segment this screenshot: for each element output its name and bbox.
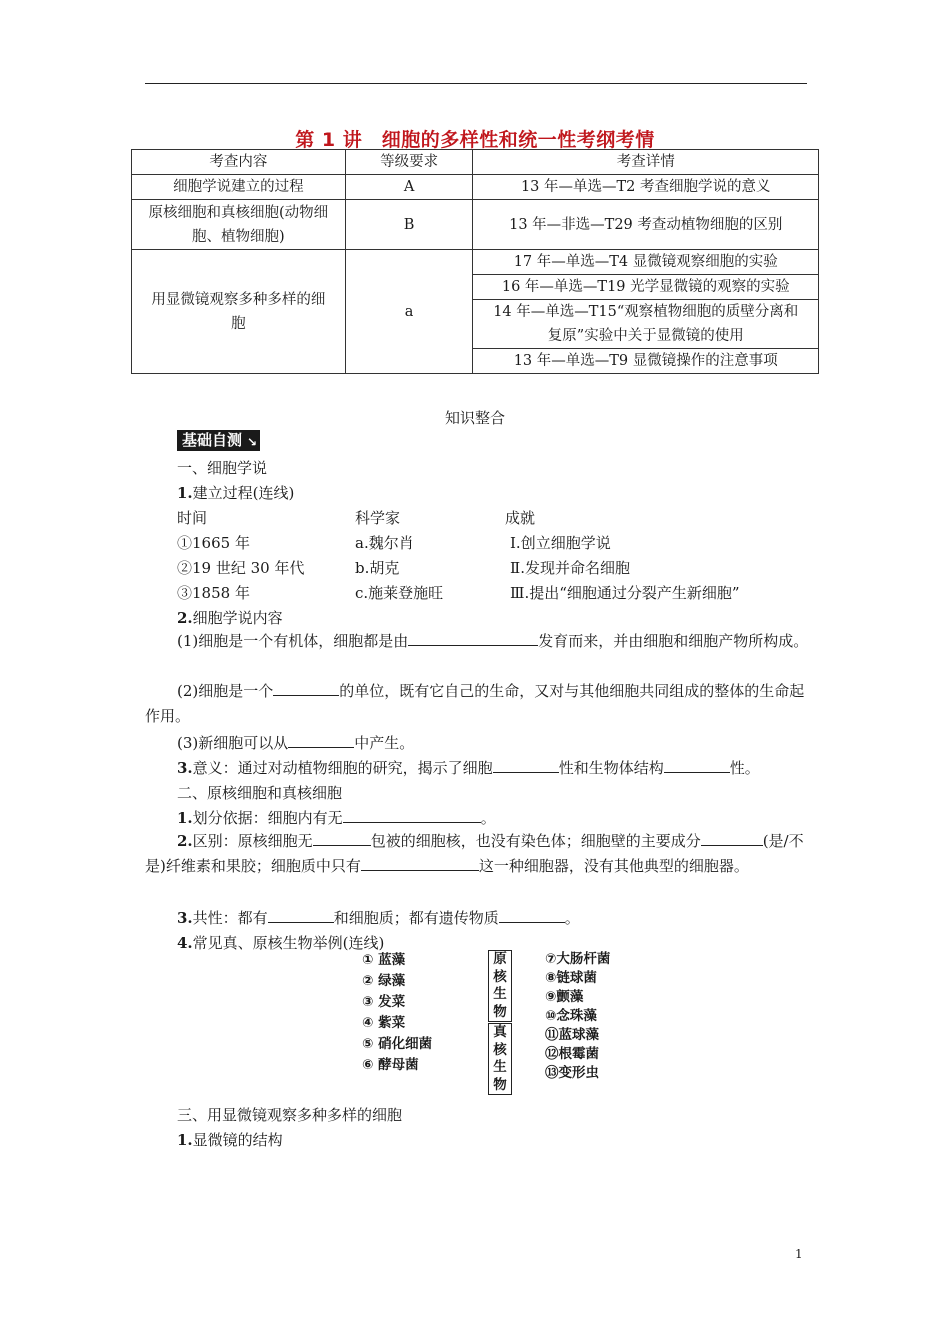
match-time: ①1665 年	[177, 534, 250, 552]
page-number: 1	[795, 1247, 803, 1261]
item-number: 3.	[177, 909, 193, 927]
part1-item3: 3.意义：通过对动植物细胞的研究，揭示了细胞 性和生物体结构 性。	[177, 759, 760, 777]
organism-item: ⑧链球菌	[545, 970, 597, 986]
table-header-cell: 考查详情	[473, 150, 819, 175]
item-text: 建立过程(连线)	[192, 484, 295, 502]
match-achievement: Ⅱ.发现并命名细胞	[510, 559, 630, 577]
match-scientist: b.胡克	[355, 559, 400, 577]
table-cell: 17 年—单选—T4 显微镜观察细胞的实验	[473, 250, 819, 275]
match-achievement: Ⅰ.创立细胞学说	[510, 534, 611, 552]
self-test-badge	[177, 430, 260, 451]
part1-heading: 一、细胞学说	[177, 459, 268, 477]
header-rule	[145, 83, 807, 84]
match-scientist: a.魏尔肖	[355, 534, 414, 552]
item-number: 4.	[177, 934, 193, 952]
exam-table	[131, 149, 819, 374]
col-header-scientist: 科学家	[355, 509, 401, 527]
table-row	[132, 200, 819, 250]
answer-blank[interactable]	[361, 856, 479, 871]
item-number: 1.	[177, 1131, 193, 1149]
organism-item: ③ 发菜	[362, 994, 406, 1010]
item-number: 1.	[177, 809, 193, 827]
item-number: 2.	[177, 609, 193, 627]
table-cell: 13 年—非选—T29 考查动植物细胞的区别	[473, 200, 819, 250]
item-number: 3.	[177, 759, 193, 777]
organism-item: ⑨颤藻	[545, 989, 584, 1005]
answer-blank[interactable]	[273, 681, 339, 696]
part2-item3: 3.共性：都有 和细胞质；都有遗传物质 。	[177, 909, 580, 927]
table-cell: 13 年—单选—T2 考查细胞学说的意义	[473, 175, 819, 200]
table-cell: 13 年—单选—T9 显微镜操作的注意事项	[473, 349, 819, 374]
cell-theory-point-1: (1)细胞是一个有机体，细胞都是由 发育而来，并由细胞和细胞产物所构成。	[177, 632, 809, 650]
answer-blank[interactable]	[343, 808, 481, 823]
badge-label: 基础自测	[182, 431, 243, 449]
item-number: 2.	[177, 832, 193, 850]
organism-item: ② 绿藻	[362, 973, 406, 989]
organism-item: ⑤ 硝化细菌	[362, 1036, 433, 1052]
item-number: 1.	[177, 484, 193, 502]
match-time: ③1858 年	[177, 584, 250, 602]
answer-blank[interactable]	[288, 733, 354, 748]
arrow-down-right-icon: ↘	[246, 435, 258, 449]
answer-blank[interactable]	[664, 758, 730, 773]
prokaryote-box: 原 核 生 物	[488, 950, 512, 1022]
section-title: 知识整合	[444, 409, 505, 427]
table-row	[132, 175, 819, 200]
organism-item: ⑥ 酵母菌	[362, 1057, 419, 1073]
table-cell: B	[345, 200, 473, 250]
col-header-achievement: 成就	[505, 509, 536, 527]
answer-blank[interactable]	[493, 758, 559, 773]
answer-blank[interactable]	[408, 631, 538, 646]
organism-item: ⑪蓝球藻	[545, 1027, 599, 1043]
item-text: 细胞学说内容	[192, 609, 283, 627]
eukaryote-box: 真 核 生 物	[488, 1023, 512, 1095]
answer-blank[interactable]	[701, 831, 763, 846]
table-cell: 细胞学说建立的过程	[132, 175, 346, 200]
table-header-row	[132, 150, 819, 175]
answer-blank[interactable]	[499, 908, 565, 923]
answer-blank[interactable]	[268, 908, 334, 923]
part2-item4: 4.常见真、原核生物举例(连线)	[177, 934, 385, 952]
table-cell: 原核细胞和真核细胞(动物细胞、植物细胞)	[132, 200, 346, 250]
table-cell: 14 年—单选—T15“观察植物细胞的质壁分离和复原”实验中关于显微镜的使用	[473, 300, 819, 349]
table-cell: A	[345, 175, 473, 200]
col-header-time: 时间	[177, 509, 208, 527]
organism-item: ④ 紫菜	[362, 1015, 406, 1031]
cell-theory-point-3: (3)新细胞可以从 中产生。	[177, 734, 415, 752]
part1-item2	[177, 608, 283, 628]
page-title: 第 1 讲 细胞的多样性和统一性考纲考情	[295, 129, 655, 151]
table-row	[132, 250, 819, 275]
organism-item: ⑫根霉菌	[545, 1046, 599, 1062]
part2-heading: 二、原核细胞和真核细胞	[177, 784, 343, 802]
cell-theory-point-2: (2)细胞是一个 的单位，既有它自己的生命，又对与其他细胞共同组成的整体的生命起作用。	[145, 682, 805, 725]
table-header-cell: 考查内容	[132, 150, 346, 175]
match-achievement: Ⅲ.提出“细胞通过分裂产生新细胞”	[510, 584, 740, 602]
table-cell: a	[345, 250, 473, 374]
table-cell: 用显微镜观察多种多样的细胞	[132, 250, 346, 374]
part1-item1	[177, 483, 294, 503]
answer-blank[interactable]	[313, 831, 371, 846]
part3-heading: 三、用显微镜观察多种多样的细胞	[177, 1106, 403, 1124]
table-cell: 16 年—单选—T19 光学显微镜的观察的实验	[473, 275, 819, 300]
match-time: ②19 世纪 30 年代	[177, 559, 305, 577]
table-header-cell: 等级要求	[345, 150, 473, 175]
part2-item2: 2.区别：原核细胞无 包被的细胞核，也没有染色体；细胞壁的主要成分 (是/不是)纤维素和果胶；细胞质中只有 这一种细胞器，没有其他典型的细胞器。	[145, 832, 804, 875]
match-scientist: c.施莱登施旺	[355, 584, 444, 602]
organism-item: ⑩念珠藻	[545, 1008, 597, 1024]
part3-item1: 1.显微镜的结构	[177, 1131, 283, 1149]
part2-item1: 1.划分依据：细胞内有无 。	[177, 809, 496, 827]
organism-item: ⑦大肠杆菌	[545, 951, 611, 967]
organism-item: ⑬变形虫	[545, 1065, 599, 1081]
organism-item: ① 蓝藻	[362, 952, 406, 968]
